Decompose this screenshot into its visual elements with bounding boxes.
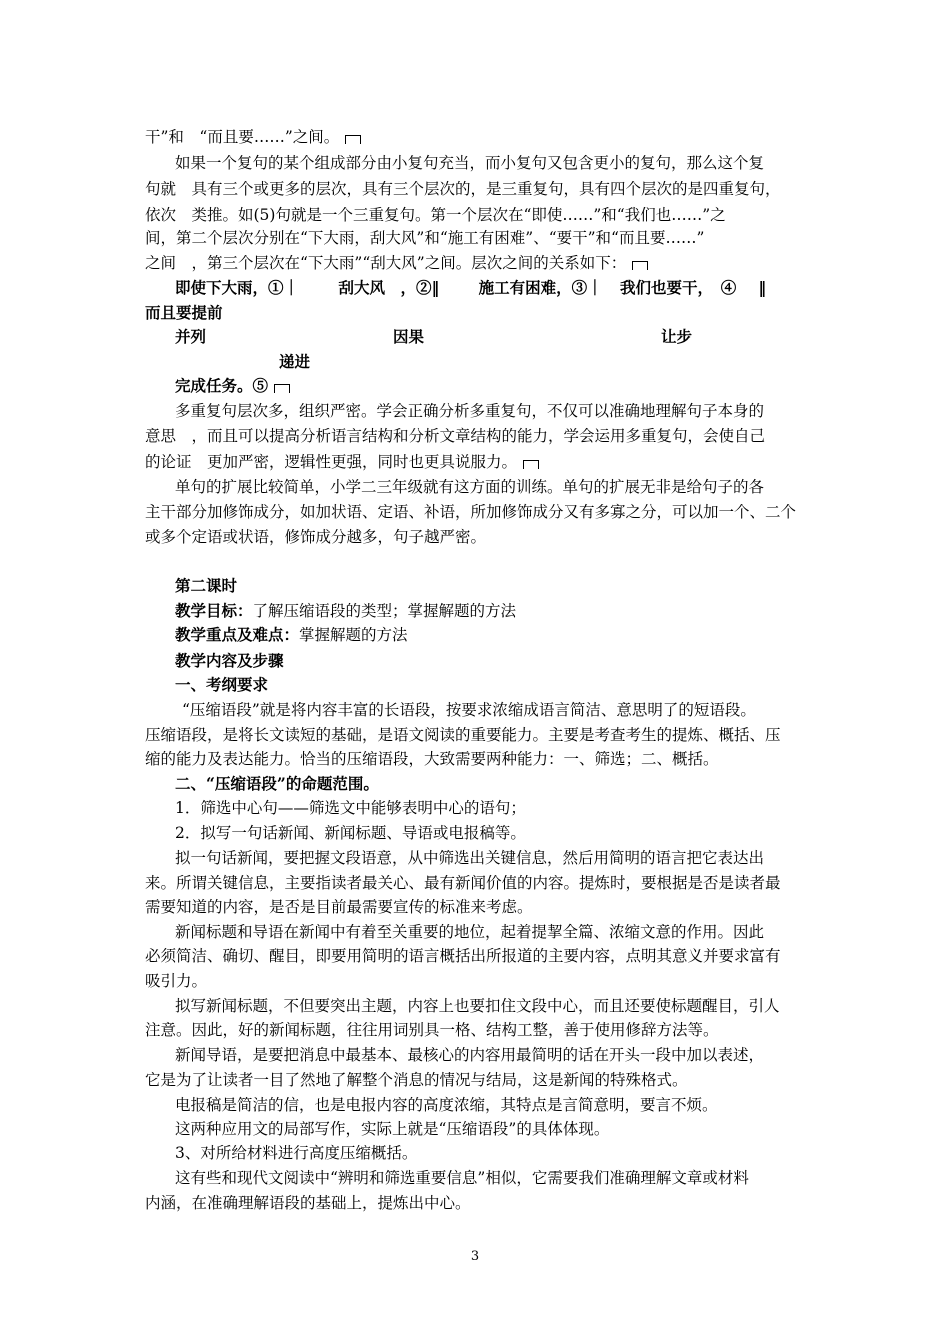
text-line: 注意。因此，好的新闻标题，往往用词别具一格、结构工整，善于使用修辞方法等。 bbox=[145, 1021, 719, 1039]
text-line: 必须简洁、确切、醒目，即要用简明的语言概括出所报道的主要内容，点明其意义并要求富有 bbox=[145, 947, 781, 965]
text-line: 缩的能力及表达能力。恰当的压缩语段，大致需要两种能力：一、筛选；二、概括。 bbox=[145, 750, 719, 768]
text-line: 之间 ，第三个层次在“下大雨”“刮大风”之间。层次之间的关系如下： bbox=[145, 253, 648, 273]
page-number: 3 bbox=[470, 1249, 480, 1264]
text-line: 间，第二个层次分别在“下大雨，刮大风”和“施工有困难”、“要干”和“而且要……” bbox=[145, 229, 705, 247]
text-line: 2．拟写一句话新闻、新闻标题、导语或电报稿等。 bbox=[175, 824, 526, 842]
relation-label: 并列 bbox=[175, 327, 207, 346]
text-line: 依次 类推。如(5)句就是一个三重复句。第一个层次在“即使……”和“我们也……”之 bbox=[145, 206, 726, 224]
subheading-2: 二、“压缩语段”的命题范围。 bbox=[175, 774, 379, 793]
text-line: 如果一个复句的某个组成部分由小复句充当，而小复句又包含更小的复句，那么这个复 bbox=[175, 154, 765, 172]
text-line: 来。所谓关键信息，主要指读者最关心、最有新闻价值的内容。提炼时，要根据是否是读者最 bbox=[145, 874, 781, 892]
text-line: 吸引力。 bbox=[145, 972, 208, 990]
text-line: 内涵，在准确理解语段的基础上，提炼出中心。 bbox=[145, 1194, 471, 1212]
text-line: 这有些和现代文阅读中“辨明和筛选重要信息”相似，它需要我们准确理解文章或材料 bbox=[175, 1169, 749, 1187]
text-line: 干”和 “而且要……”之间。 bbox=[145, 127, 361, 147]
text-line: 新闻标题和导语在新闻中有着至关重要的地位，起着提挈全篇、浓缩文意的作用。因此 bbox=[175, 923, 765, 941]
text-line: 它是为了让读者一目了然地了解整个消息的情况与结局，这是新闻的特殊格式。 bbox=[145, 1071, 688, 1089]
text-line: 句就 具有三个或更多的层次，具有三个层次的，是三重复句，具有四个层次的是四重复句， bbox=[145, 180, 781, 198]
text-line: 或多个定语或状语，修饰成分越多，句子越严密。 bbox=[145, 528, 487, 546]
paragraph-mark-icon bbox=[523, 460, 539, 469]
text-line: 拟写新闻标题，不但要突出主题，内容上也要扣住文段中心，而且还要使标题醒目，引人 bbox=[175, 997, 780, 1015]
section-heading: 第二课时 bbox=[175, 576, 238, 595]
text-line: 主干部分加修饰成分，如加状语、定语、补语，所加修饰成分又有多寡之分，可以加一个、二个 bbox=[145, 503, 797, 521]
paragraph-mark-icon bbox=[632, 261, 648, 270]
text-line: 单句的扩展比较简单，小学二三年级就有这方面的训练。单句的扩展无非是给句子的各 bbox=[175, 478, 765, 496]
text-line: 意思 ，而且可以提高分析语言结构和分析文章结构的能力，学会运用多重复句，会使自己 bbox=[145, 427, 766, 445]
text-line: 3、对所给材料进行高度压缩概括。 bbox=[175, 1144, 418, 1162]
text-line: 的论证 更加严密，逻辑性更强，同时也更具说服力。 bbox=[145, 452, 539, 472]
relation-label: 让步 bbox=[661, 327, 693, 346]
text-line: 压缩语段，是将长文读短的基础，是语文阅读的重要能力。主要是考查考生的提炼、概括、压 bbox=[145, 726, 781, 744]
steps-heading: 教学内容及步骤 bbox=[175, 651, 284, 670]
text-line: 电报稿是简洁的信，也是电报内容的高度浓缩，其特点是言简意明，要言不烦。 bbox=[175, 1096, 718, 1114]
text-line: 这两种应用文的局部写作，实际上就是“压缩语段”的具体体现。 bbox=[175, 1120, 610, 1138]
text-line: 拟一句话新闻，要把握文段语意，从中筛选出关键信息，然后用简明的语言把它表达出 bbox=[175, 849, 765, 867]
text-line: “压缩语段”就是将内容丰富的长语段，按要求浓缩成语言简洁、意思明了的短语段。 bbox=[182, 701, 756, 719]
text-line: 需要知道的内容，是否是目前最需要宣传的标准来考虑。 bbox=[145, 898, 533, 916]
relation-label: 递进 bbox=[279, 352, 311, 371]
paragraph-mark-icon bbox=[345, 135, 361, 144]
diagram-clause-5: 而且要提前 bbox=[145, 303, 223, 322]
diagram-clauses: 即使下大雨，①｜ 刮大风 ，②‖ 施工有困难，③｜ 我们也要干， ④ ‖ bbox=[175, 278, 767, 297]
subheading-1: 一、考纲要求 bbox=[175, 675, 269, 694]
diagram-clause-6: 完成任务。⑤ bbox=[175, 376, 290, 396]
text-line: 1．筛选中心句——筛选文中能够表明中心的语句； bbox=[175, 799, 526, 817]
relation-label: 因果 bbox=[393, 327, 425, 346]
teaching-focus: 教学重点及难点：掌握解题的方法 bbox=[175, 625, 408, 644]
teaching-goal: 教学目标：了解压缩语段的类型；掌握解题的方法 bbox=[175, 601, 517, 620]
paragraph-mark-icon bbox=[274, 384, 290, 393]
text-line: 多重复句层次多，组织严密。学会正确分析多重复句，不仅可以准确地理解句子本身的 bbox=[175, 402, 765, 420]
text-line: 新闻导语，是要把消息中最基本、最核心的内容用最简明的话在开头一段中加以表述， bbox=[175, 1046, 765, 1064]
